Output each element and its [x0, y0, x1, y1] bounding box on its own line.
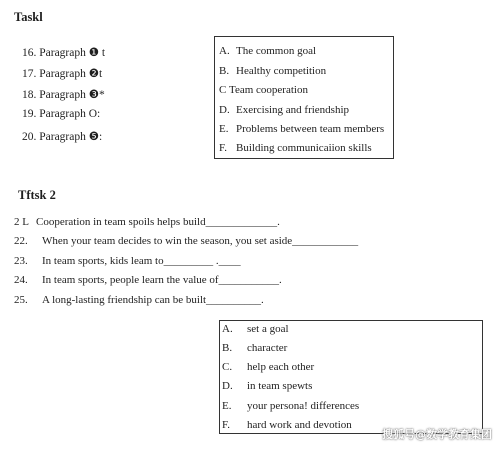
task1-option-a: [219, 45, 316, 57]
task2-question-25: [14, 294, 264, 306]
option-letter: F.: [222, 419, 230, 431]
task2-heading: Tftsk 2: [18, 188, 56, 202]
option-letter: C: [219, 84, 227, 96]
task2-question-22: [14, 235, 358, 247]
option-letter: D.: [219, 104, 230, 116]
task1-option-c: [219, 84, 308, 96]
task2-option-c: [222, 361, 314, 373]
task1-item-18: 18. Paragraph ❸*: [22, 89, 105, 101]
option-letter: F.: [219, 142, 227, 154]
task1-option-f: [219, 142, 372, 154]
task2-option-d: [222, 380, 312, 392]
option-letter: E.: [222, 400, 232, 412]
task2-question-21: [14, 216, 280, 228]
question-number: 25.: [14, 294, 28, 306]
task1-option-e: [219, 123, 384, 135]
option-text: Exercising and friendship: [236, 104, 350, 116]
option-text: hard work and devotion: [247, 419, 352, 431]
question-number: 24.: [14, 274, 28, 286]
question-text: When your team decides to win the season, you set aside____________: [42, 235, 359, 247]
option-letter: A.: [219, 45, 230, 57]
task1-item-19: 19. Paragraph O:: [22, 108, 101, 120]
task2-question-23: [14, 255, 241, 267]
option-text: in team spewts: [247, 380, 313, 392]
question-number: 22.: [14, 235, 28, 247]
option-letter: A.: [222, 323, 233, 335]
option-letter: B.: [219, 65, 230, 77]
question-text: Cooperation in team spoils helps build_____________.: [36, 216, 280, 228]
option-letter: B.: [222, 342, 233, 354]
task2-option-b: [222, 342, 287, 354]
task1-option-d: [219, 104, 349, 116]
task2-option-f: [222, 419, 352, 431]
option-text: The common goal: [236, 45, 317, 57]
task2-options-box: [219, 320, 483, 434]
task1-item-17: 17. Paragraph ❷t: [22, 68, 103, 80]
task2-option-e: [222, 400, 359, 412]
task2-question-24: [14, 274, 282, 286]
question-text: A long-lasting friendship can be built__________.: [42, 294, 264, 306]
task1-item-16: 16. Paragraph ❶ t: [22, 47, 106, 59]
option-text: Team cooperation: [229, 84, 308, 96]
option-text: Healthy competition: [236, 65, 327, 77]
option-letter: D.: [222, 380, 233, 392]
option-text: your persona! differences: [247, 400, 360, 412]
task1-options-box: [214, 36, 394, 159]
question-number: 23.: [14, 255, 28, 267]
option-text: character: [247, 342, 288, 354]
question-number: 2 L: [14, 216, 29, 228]
option-letter: E.: [219, 123, 229, 135]
watermark: 搜狐号@数学教育集团: [382, 428, 492, 441]
question-text: In team sports, kids leam to_________ .____: [42, 255, 241, 267]
option-text: Building communicaiion skills: [236, 142, 372, 154]
task2-option-a: [222, 323, 289, 335]
task1-item-20: 20. Paragraph ❺:: [22, 131, 103, 143]
option-text: help each other: [247, 361, 315, 373]
task1-option-b: [219, 65, 326, 77]
question-text: In team sports, people learn the value of___________.: [42, 274, 282, 286]
option-text: Problems between team members: [236, 123, 385, 135]
task1-heading: Taskl: [14, 10, 43, 24]
option-letter: C.: [222, 361, 233, 373]
option-text: set a goal: [247, 323, 289, 335]
